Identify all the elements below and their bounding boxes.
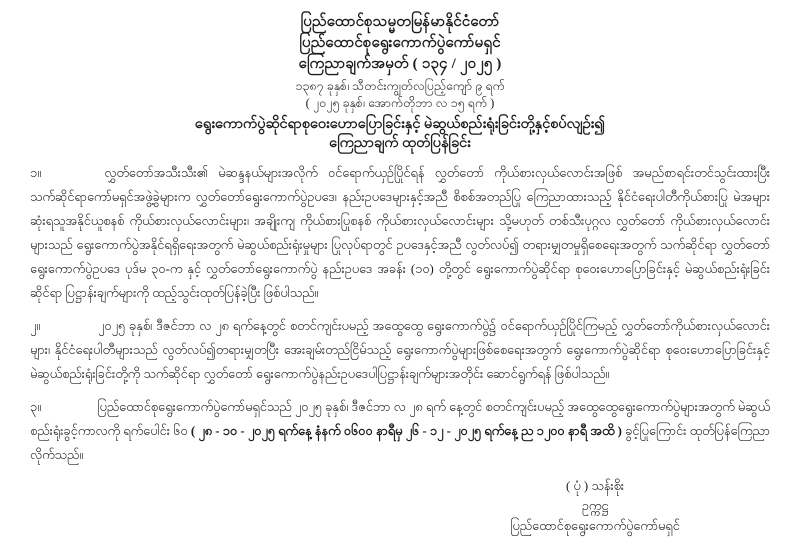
paragraph-3-text: ပြည်ထောင်စုရွေးကောက်ပွဲကော်မရှင်သည် ၂၀၂၅ ခုနှစ်၊ ဒီဇင်ဘာ လ ၂၈ ရက် နေ့တွင် စတင်ကျင်းပမည့် အထွေထွေရွေးကောက်ပွဲများအတွက် မဲဆွယ်စည်းရုံးခွင့်ကာလကို ရက်ပေါင်း ၆၀ <box>30 400 771 438</box>
signature-signed-line: ( ပုံ ) သန်းစိုး <box>565 479 625 493</box>
gregorian-date: ( ၂၀၂၅ ခုနှစ်၊ အောက်တိုဘာ လ ၁၅ ရက် ) <box>305 96 495 110</box>
signature-organization: ပြည်ထောင်စုရွေးကောက်ပွဲကော်မရှင် <box>510 519 680 533</box>
campaign-period-dates: ( ၂၈ - ၁၀ - ၂၀၂၅ ရက်နေ့ နံနက် ၀၆၀၀ နာရီမှ ၂၆ - ၁၂ - ၂၀၂၅ ရက်နေ့ ည ၁၂၀၀ နာရီ အထိ ) <box>190 424 622 438</box>
paragraph-3-number: ၃။ <box>30 400 42 414</box>
signature-block <box>430 476 760 536</box>
myanmar-calendar-date: ၁၃၈၇ ခုနှစ်၊ သီတင်းကျွတ်လပြည့်ကျော် ၉ ရက် <box>295 79 505 93</box>
state-title: ပြည်ထောင်စုသမ္မတမြန်မာနိုင်ငံတော် <box>300 14 500 30</box>
paragraph-1-number: ၁။ <box>30 166 42 180</box>
paragraph-1-text: လွှတ်တော်အသီးသီး၏ မဲဆန္ဒနယ်များအလိုက် ဝင်ရောက်ယှဉ်ပြိုင်ရန် လွှတ်တော် ကိုယ်စားလှယ်လောင်းအဖြစ် အမည်စာရင်းတင်သွင်းထားပြီး သက်ဆိုင်ရာကော်မရှင်အဖွဲ့ခွဲများက လွှတ်တော်ရွေးကောက်ပွဲဥပဒေ၊ နည်းဥပဒေများနှင့်အညီ စိစစ်အတည်ပြု ကြေညာထားသည့် နိုင်ငံရေးပါတီကိုယ်စားပြု မဲအများဆုံးရသူအနိုင်ယူစနစ် ကိုယ်စားလှယ်လောင်းများ၊ အချိုးကျ ကိုယ်စားပြုစနစ် ကိုယ်စားလှယ်လောင်းများ သို့မဟုတ် တစ်သီးပုဂ္ဂလ လွှတ်တော် ကိုယ်စားလှယ်လောင်းများသည် ရွေးကောက်ပွဲအနိုင်ရရှိရေးအတွက် မဲဆွယ်စည်းရုံးမှုများ ပြုလုပ်ရာတွင် ဥပဒေနှင့်အညီ လွတ်လပ်၍ တရားမျှတမှုရှိစေရေးအတွက် သက်ဆိုင်ရာ လွှတ်တော်ရွေးကောက်ပွဲဥပဒေ ပုဒ်မ ၃၀-က နှင့် လွှတ်တော်ရွေးကောက်ပွဲ နည်းဥပဒေ အခန်း (၁၀) တို့တွင် ရွေးကောက်ပွဲဆိုင်ရာ စုဝေးဟောပြောခြင်းနှင့် မဲဆွယ်စည်းရုံးခြင်းဆိုင်ရာ ပြဋ္ဌာန်းချက်များကို ထည့်သွင်းထုတ်ပြန်ခဲ့ပြီး ဖြစ်ပါသည်။ <box>30 166 770 300</box>
subject-line-2: ကြေညာချက် ထုတ်ပြန်ခြင်း <box>329 135 471 151</box>
paragraph-3-text-after: ခွင့်ပြုကြောင်း ထုတ်ပြန်ကြေညာလိုက်သည်။ <box>30 424 770 462</box>
paragraph-3 <box>30 395 770 467</box>
signature-title: ဥက္ကဋ္ဌ <box>581 499 609 513</box>
subject-line-1: ရွေးကောက်ပွဲဆိုင်ရာစုဝေးဟောပြောခြင်းနှင့် မဲဆွယ်စည်းရုံးခြင်းတို့နှင့်စပ်လျဉ်း၍ <box>194 116 606 132</box>
announcement-number: ကြေညာချက်အမှတ် ( ၁၃၄ / ၂၀၂၅ ) <box>298 56 502 72</box>
paragraph-1 <box>30 161 770 305</box>
commission-title: ပြည်ထောင်စုရွေးကောက်ပွဲကော်မရှင် <box>299 35 501 51</box>
document-body <box>30 161 770 467</box>
document-header <box>30 12 770 153</box>
paragraph-2-text: ၂၀၂၅ ခုနှစ်၊ ဒီဇင်ဘာ လ ၂၈ ရက်နေ့တွင် စတင်ကျင်းပမည့် အထွေထွေ ရွေးကောက်ပွဲ၌ ဝင်ရောက်ယှဉ်ပြိုင်ကြမည့် လွှတ်တော်ကိုယ်စားလှယ်လောင်းများ၊ နိုင်ငံရေးပါတီများသည် လွတ်လပ်၍တရားမျှတပြီး အေးချမ်းတည်ငြိမ်သည့် ရွေးကောက်ပွဲများဖြစ်စေရေးအတွက် ရွေးကောက်ပွဲဆိုင်ရာ စုဝေးဟောပြောခြင်းနှင့် မဲဆွယ်စည်းရုံးခြင်းတို့ကို သက်ဆိုင်ရာ လွှတ်တော် ရွေးကောက်ပွဲနည်းဥပဒေပါပြဋ္ဌာန်းချက်များအတိုင်း ဆောင်ရွက်ရန် ဖြစ်ပါသည်။ <box>30 319 770 381</box>
paragraph-2 <box>30 314 770 386</box>
paragraph-2-number: ၂။ <box>30 319 41 333</box>
